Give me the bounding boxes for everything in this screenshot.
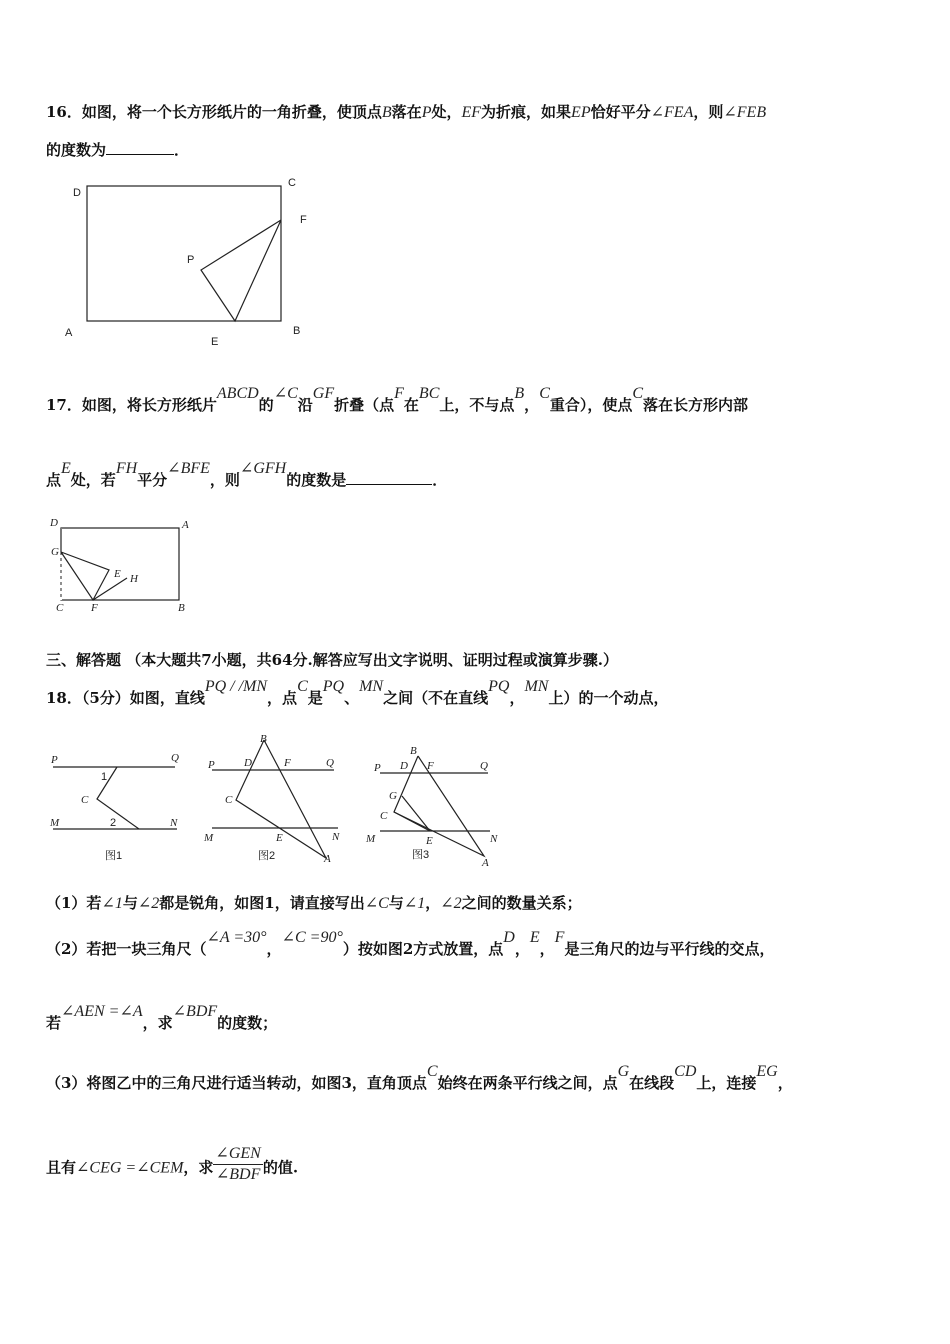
answer-blank[interactable]	[106, 140, 174, 155]
q17-figure	[45, 512, 205, 617]
label-M: M	[204, 832, 214, 844]
q18-part2-line2: 若∠AEN =∠A，求∠BDF的度数；	[46, 1003, 278, 1032]
label-E: E	[114, 568, 121, 580]
label-P: P	[208, 759, 215, 771]
q16-figure	[55, 170, 325, 350]
label-G: G	[51, 546, 59, 558]
label-1: 1	[101, 771, 108, 783]
label-B: B	[260, 733, 267, 745]
q18-figure2	[198, 728, 353, 868]
label-D: D	[50, 517, 58, 529]
label-Q: Q	[171, 752, 179, 764]
label-F: F	[427, 760, 434, 772]
q18-part3-line1: （3）将图乙中的三角尺进行适当转动，如图3，直角顶点C始终在两条平行线之间，点G在线段CD上，连接EG，	[46, 1063, 793, 1092]
label-G: G	[389, 790, 397, 802]
label-C: C	[288, 177, 296, 189]
label-C: C	[81, 794, 89, 806]
q18-part3-line2: 且有∠CEG =∠CEM，求 $\frac{\text{∠GEN}}{\text{∠BDF}}$ 的值.	[46, 1145, 299, 1183]
caption: 图3	[412, 849, 430, 861]
caption: 图2	[258, 850, 276, 862]
label-D: D	[73, 187, 81, 199]
label-A: A	[482, 857, 489, 869]
label-D: D	[400, 760, 408, 772]
label-B: B	[410, 745, 417, 757]
label-A: A	[324, 853, 331, 865]
q18-figure3	[360, 738, 510, 873]
label-A: A	[65, 327, 73, 339]
label-C: C	[380, 810, 388, 822]
label-N: N	[490, 833, 498, 845]
label-C: C	[56, 602, 64, 614]
label-Q: Q	[326, 757, 334, 769]
label-F: F	[300, 214, 307, 226]
label-M: M	[50, 817, 60, 829]
label-M: M	[366, 833, 376, 845]
label-B: B	[178, 602, 185, 614]
q16-line1: 16．如图，将一个长方形纸片的一角折叠，使顶点B落在P处，EF为折痕，如果EP恰好平分∠FEA，则∠FEB	[46, 103, 767, 121]
label-E: E	[276, 832, 283, 844]
label-E: E	[211, 336, 219, 348]
label-P: P	[51, 754, 58, 766]
label-P: P	[374, 762, 381, 774]
label-C: C	[225, 794, 233, 806]
q17-line2: 点E处，若FH平分∠BFE，则∠GFH的度数是 ．	[46, 460, 448, 489]
section-heading: 三、解答题 （本大题共7小题，共64分.解答应写出文字说明、证明过程或演算步骤.）	[46, 651, 618, 669]
label-H: H	[130, 573, 138, 585]
label-E: E	[426, 835, 433, 847]
q18-part2-line1: （2）若把一块三角尺（∠A =30°，∠C =90°）按如图2方式放置，点D，E，F是三角尺的边与平行线的交点，	[46, 929, 775, 958]
label-B: B	[293, 325, 301, 337]
q18-part1: （1）若∠1与∠2都是锐角，如图1，请直接写出∠C与∠1，∠2之间的数量关系；	[46, 894, 582, 912]
q18-line1: 18．（5分）如图，直线PQ / /MN，点C是PQ、MN之间（不在直线PQ，MN上）的一个动点，	[46, 678, 669, 707]
label-F: F	[91, 602, 98, 614]
label-2: 2	[110, 817, 117, 829]
label-P: P	[187, 254, 195, 266]
label-D: D	[244, 757, 252, 769]
label-N: N	[170, 817, 178, 829]
answer-blank[interactable]	[346, 470, 432, 485]
label-N: N	[332, 831, 340, 843]
fraction: $\frac{\text{∠GEN}}{\text{∠BDF}}$	[215, 1145, 261, 1183]
q16-line2: 的度数为 ．	[46, 141, 190, 159]
q18-figure1	[45, 745, 195, 865]
label-Q: Q	[480, 760, 488, 772]
q17-line1: 17．如图，将长方形纸片ABCD的∠C沿GF折叠（点F在BC上，不与点B，C重合），使点C落在长方形内部	[46, 385, 749, 414]
label-F: F	[284, 757, 291, 769]
label-A: A	[182, 519, 189, 531]
caption: 图1	[105, 850, 123, 862]
